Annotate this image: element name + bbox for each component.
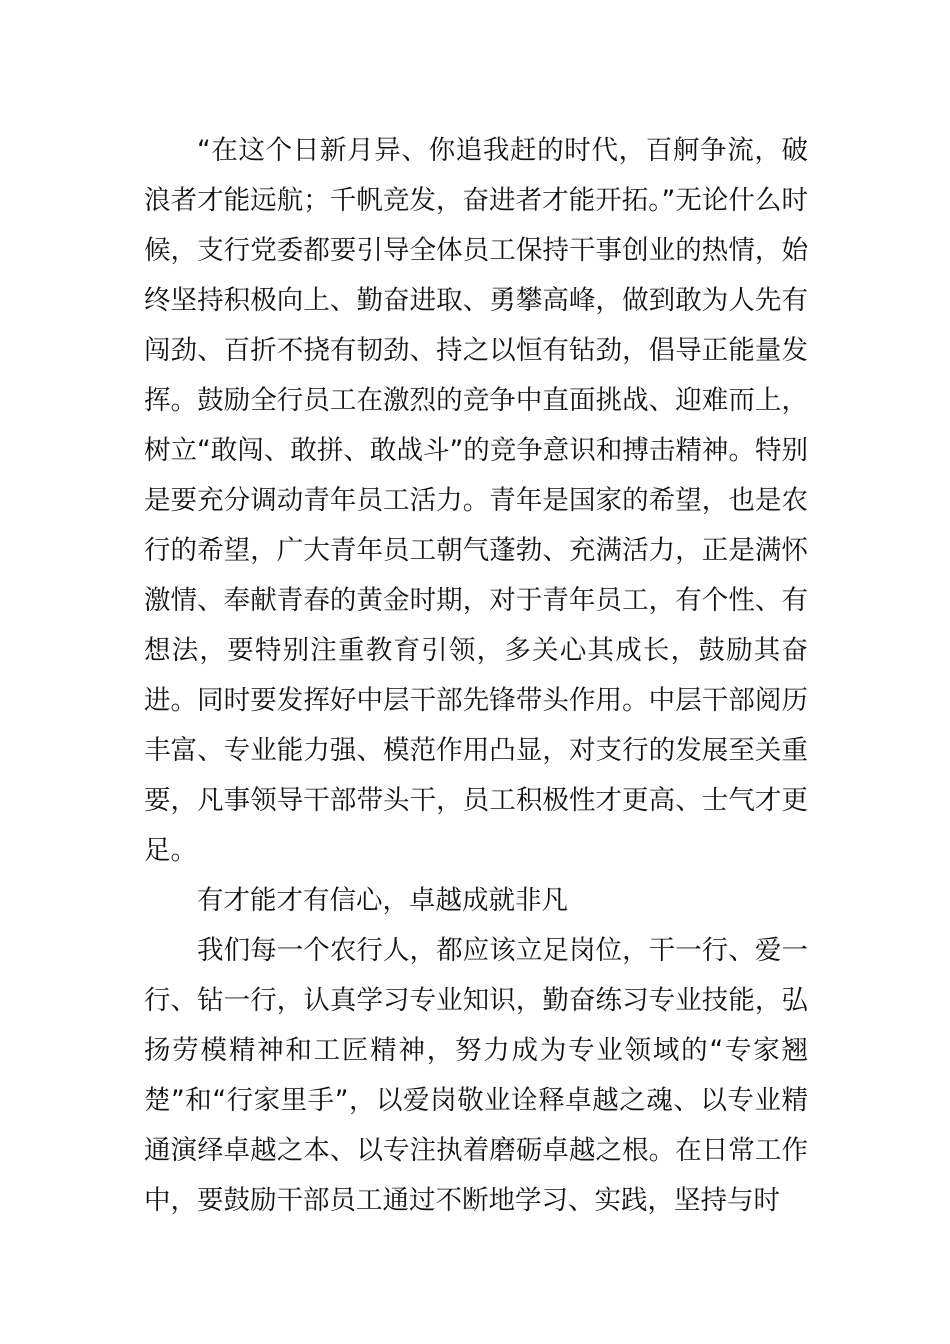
paragraph-professional-skills: 我们每一个农行人，都应该立足岗位，干一行、爱一行、钻一行，认真学习专业知识，勤奋练习专业技能，弘扬劳模精神和工匠精神，努力成为专业领域的“专家翘楚”和“行家里手”，以爱岗敬业诠释卓越之魂、以专业精通演绎卓越之本、以专注执着磨砺卓越之根。在日常工作中，要鼓励干部员工通过不断地学习、实践，坚持与时 [144, 935, 808, 1216]
section-heading: 有才能才有信心，卓越成就非凡 [197, 885, 568, 916]
document-body [144, 126, 808, 1226]
paragraph-encouragement: “在这个日新月异、你追我赶的时代，百舸争流，破浪者才能远航；千帆竞发，奋进者才能开拓。”无论什么时候，支行党委都要引导全体员工保持干事创业的热情，始终坚持积极向上、勤奋进取、勇攀高峰，做到敢为人先有闯劲、百折不挠有韧劲、持之以恒有钻劲，倡导正能量发挥。鼓励全行员工在激烈的竞争中直面挑战、迎难而上，树立“敢闯、敢拼、敢战斗”的竞争意识和搏击精神。特别是要充分调动青年员工活力。青年是国家的希望，也是农行的希望，广大青年员工朝气蓬勃、充满活力，正是满怀激情、奉献青春的黄金时期，对于青年员工，有个性、有想法，要特别注重教育引领，多关心其成长，鼓励其奋进。同时要发挥好中层干部先锋带头作用。中层干部阅历丰富、专业能力强、模范作用凸显，对支行的发展至关重要，凡事领导干部带头干，员工积极性才更高、士气才更足。 [144, 135, 808, 866]
